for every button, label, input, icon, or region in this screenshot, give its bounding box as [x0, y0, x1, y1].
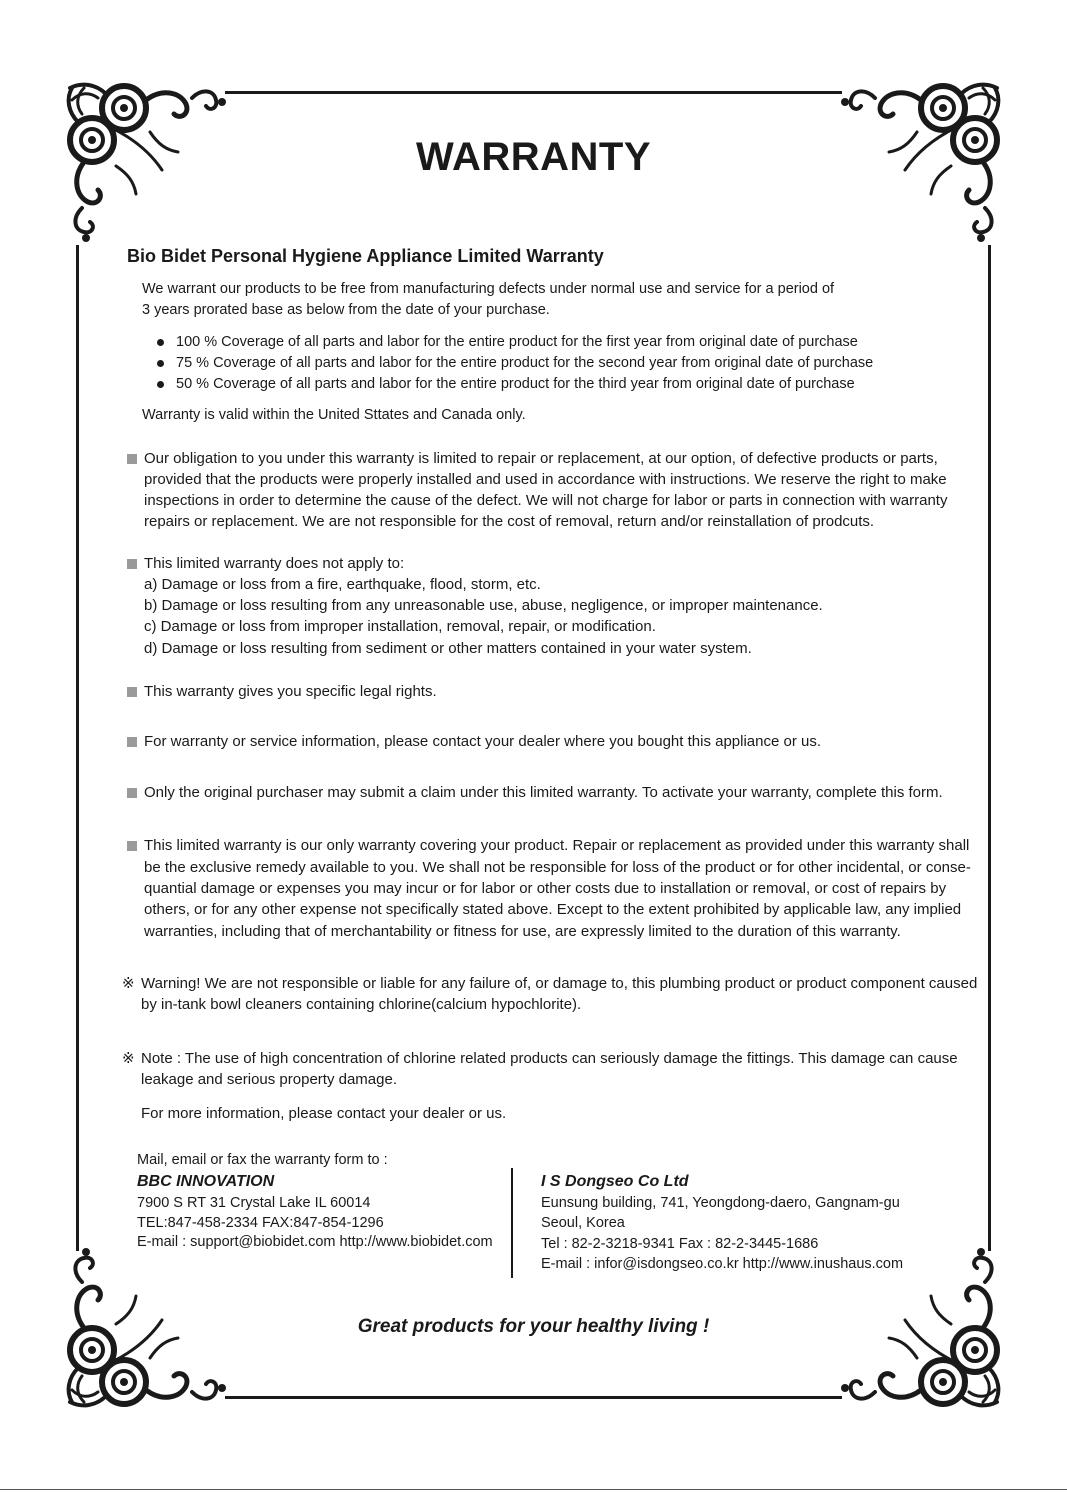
exclusive-remedy-line: quantial damage or expenses you may incur or for labor or other costs due to installation or removal, or cost of repairs by	[144, 880, 947, 897]
obligation-line: inspections in order to determine the cause of the defect. We will not charge for labor or parts in connection with warranty	[144, 492, 948, 509]
warning-line: by in-tank bowl cleaners containing chlorine(calcium hypochlorite).	[141, 996, 582, 1013]
warning-line: Warning! We are not responsible or liable for any failure of, or damage to, this plumbing product or product component caused	[141, 975, 978, 992]
note-line: leakage and serious property damage.	[141, 1071, 397, 1088]
warranty-subtitle: Bio Bidet Personal Hygiene Appliance Limited Warranty	[127, 246, 604, 266]
exclusions-heading: This limited warranty does not apply to:	[144, 555, 405, 572]
square-bullet-icon	[127, 841, 137, 851]
bullet-dot-icon	[157, 360, 164, 367]
frame-right-line	[988, 245, 991, 1251]
service-info-text: For warranty or service information, please contact your dealer where you bought this appliance or us.	[144, 733, 822, 750]
more-info-text: For more information, please contact your dealer or us.	[141, 1105, 507, 1122]
obligation-line: repairs or replacement. We are not responsible for the cost of removal, return and/or reinstallation of prodcuts.	[144, 513, 875, 530]
exclusion-item: d) Damage or loss resulting from sediment or other matters contained in your water system.	[144, 640, 752, 657]
exclusive-remedy-line: others, or for any other expense not specifically stated above. Except to the extent prohibited by applicable law, any implied	[144, 901, 962, 918]
reference-mark-icon: ※	[122, 975, 135, 992]
page-title: WARRANTY	[415, 135, 652, 179]
square-bullet-icon	[127, 737, 137, 747]
legal-rights-text: This warranty gives you specific legal rights.	[144, 683, 437, 700]
coverage-item: 50 % Coverage of all parts and labor for the entire product for the third year from original date of purchase	[176, 376, 855, 392]
exclusion-item: c) Damage or loss from improper installation, removal, repair, or modification.	[144, 618, 656, 635]
kr-company-name: I S Dongseo Co Ltd	[541, 1173, 689, 1190]
coverage-item: 75 % Coverage of all parts and labor for the entire product for the second year from original date of purchase	[176, 355, 874, 371]
note-line: Note : The use of high concentration of chlorine related products can seriously damage the fittings. This damage can cause	[141, 1050, 958, 1067]
kr-company-address-line: Eunsung building, 741, Yeongdong-daero, Gangnam-gu	[541, 1195, 900, 1211]
frame-top-line	[225, 91, 842, 94]
contact-divider	[511, 1168, 513, 1278]
us-company-name: BBC INNOVATION	[137, 1173, 275, 1190]
us-company-phone: TEL:847-458-2334 FAX:847-854-1296	[137, 1215, 384, 1231]
bullet-dot-icon	[157, 381, 164, 388]
page-bottom-rule	[0, 1489, 1067, 1490]
kr-company-email: E-mail : infor@isdongseo.co.kr http://www.inushaus.com	[541, 1256, 904, 1272]
square-bullet-icon	[127, 788, 137, 798]
frame-left-line	[76, 245, 79, 1251]
validity-text: Warranty is valid within the United Sttates and Canada only.	[142, 407, 526, 423]
exclusive-remedy-line: warranties, including that of merchantability or fitness for use, are expressly limited to the duration of this warranty.	[144, 923, 901, 940]
us-company-address: 7900 S RT 31 Crystal Lake IL 60014	[137, 1195, 371, 1211]
original-purchaser-text: Only the original purchaser may submit a claim under this limited warranty. To activate your warranty, complete this form.	[144, 784, 943, 801]
reference-mark-icon: ※	[122, 1050, 135, 1067]
square-bullet-icon	[127, 559, 137, 569]
square-bullet-icon	[127, 687, 137, 697]
exclusive-remedy-line: be the exclusive remedy available to you. We shall not be responsible for loss of the product or for other incidental, or conse-	[144, 859, 971, 876]
coverage-item: 100 % Coverage of all parts and labor for the entire product for the first year from original date of purchase	[176, 334, 858, 350]
bullet-dot-icon	[157, 339, 164, 346]
kr-company-phone: Tel : 82-2-3218-9341 Fax : 82-2-3445-1686	[541, 1236, 819, 1252]
obligation-line: Our obligation to you under this warranty is limited to repair or replacement, at our option, of defective products or parts,	[144, 450, 938, 467]
frame-bottom-line	[225, 1396, 842, 1399]
us-company-email: E-mail : support@biobidet.com http://www.biobidet.com	[137, 1234, 493, 1250]
exclusion-item: a) Damage or loss from a fire, earthquake, flood, storm, etc.	[144, 576, 541, 593]
intro-line: 3 years prorated base as below from the date of your purchase.	[142, 302, 550, 318]
slogan: Great products for your healthy living !	[357, 1316, 710, 1337]
exclusive-remedy-line: This limited warranty is our only warranty covering your product. Repair or replacement as provided under this warranty shall	[144, 837, 970, 854]
kr-company-address-line: Seoul, Korea	[541, 1215, 625, 1231]
mail-heading: Mail, email or fax the warranty form to :	[137, 1152, 388, 1168]
obligation-line: provided that the products were properly installed and used in accordance with instructions. We reserve the right to make	[144, 471, 947, 488]
exclusion-item: b) Damage or loss resulting from any unreasonable use, abuse, negligence, or improper maintenance.	[144, 597, 823, 614]
intro-line: We warrant our products to be free from manufacturing defects under normal use and service for a period of	[142, 281, 835, 297]
square-bullet-icon	[127, 454, 137, 464]
